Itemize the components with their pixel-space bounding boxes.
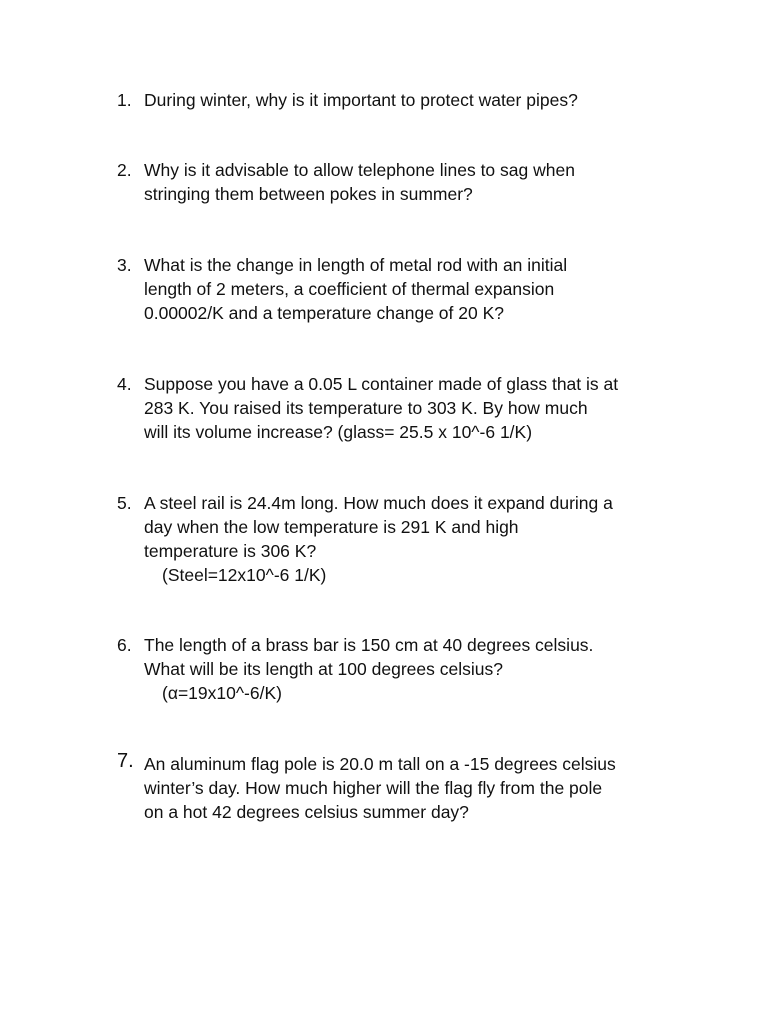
question-text: length of 2 meters, a coefficient of thermal expansion: [144, 279, 555, 299]
question-text: on a hot 42 degrees celsius summer day?: [144, 802, 469, 822]
question-text: What will be its length at 100 degrees celsius?: [144, 659, 503, 679]
question-number: 4.: [117, 374, 132, 394]
question-number: 6.: [117, 635, 132, 655]
question-text: Suppose you have a 0.05 L container made of glass that is at: [144, 374, 619, 394]
question-number: 3.: [117, 255, 132, 275]
question-text: will its volume increase? (glass= 25.5 x 10^-6 1/K): [144, 422, 533, 442]
question-text: 0.00002/K and a temperature change of 20 K?: [144, 303, 504, 323]
question-text: 283 K. You raised its temperature to 303 K. By how much: [144, 398, 588, 418]
question-text: winter’s day. How much higher will the flag fly from the pole: [144, 778, 603, 798]
question-text: A steel rail is 24.4m long. How much does it expand during a: [144, 493, 613, 513]
question-text: Why is it advisable to allow telephone lines to sag when: [144, 160, 575, 180]
question-number: 7.: [117, 750, 134, 772]
question-number: 5.: [117, 493, 132, 513]
question-text: What is the change in length of metal rod with an initial: [144, 255, 568, 275]
question-text: An aluminum flag pole is 20.0 m tall on a -15 degrees celsius: [144, 754, 616, 774]
question-text: During winter, why is it important to protect water pipes?: [144, 90, 578, 110]
question-text: stringing them between pokes in summer?: [144, 184, 473, 204]
question-number: 1.: [117, 90, 132, 110]
question-text: temperature is 306 K?: [144, 541, 317, 561]
question-text: day when the low temperature is 291 K and high: [144, 517, 519, 537]
question-number: 2.: [117, 160, 132, 180]
question-note: (α=19x10^-6/K): [162, 683, 282, 703]
question-text: The length of a brass bar is 150 cm at 40 degrees celsius.: [144, 635, 594, 655]
question-note: (Steel=12x10^-6 1/K): [162, 565, 327, 585]
